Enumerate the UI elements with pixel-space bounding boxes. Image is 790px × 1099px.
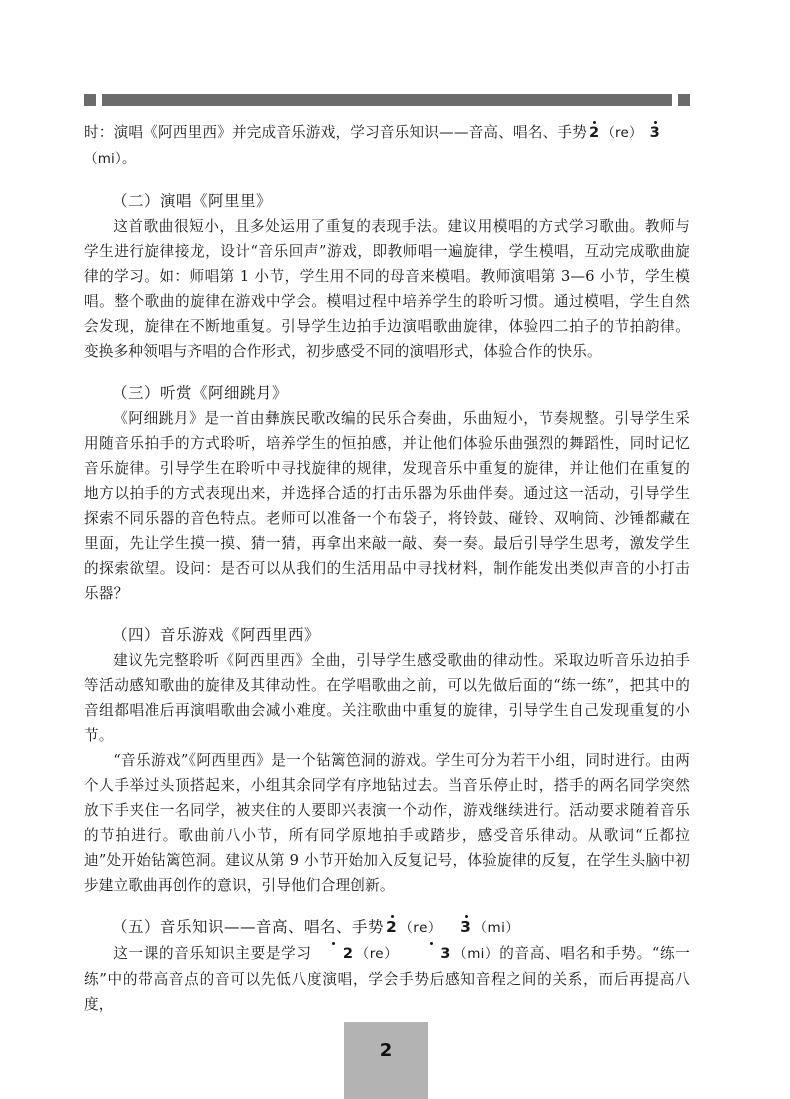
syllable-mi: （mi） bbox=[473, 920, 520, 936]
section-3-paragraph: 《阿细跳月》是一首由彝族民歌改编的民乐合奏曲，乐曲短小，节奏规整。引导学生采用随音乐拍手的方式聆听，培养学生的恒拍感，并让他们体验乐曲强烈的舞蹈性，同时记忆音乐旋律。引导学生在聆听中寻找旋律的规律，发现音乐中重复的旋律，并让他们在重复的地方以拍手的方式表现出来，并选择合适的打击乐器为乐曲伴奏。通过这一活动，引导学生探索不同乐器的音色特点。老师可以准备一个布袋子，将铃鼓、碰铃、双响筒、沙锤都藏在里面，先让学生摸一摸、猜一猜，再拿出来敲一敲、奏一奏。最后引导学生思考，激发学生的探索欲望。设问：是否可以从我们的生活用品中寻找材料，制作能发出类似声音的小打击乐器？ bbox=[84, 410, 690, 602]
syllable-re: （re） bbox=[355, 946, 399, 962]
section-4-paragraph-2: “音乐游戏”《阿西里西》是一个钻篱笆洞的游戏。学生可分为若干小组，同时进行。由两个人手举过头顶搭起来，小组其余同学有序地钻过去。当音乐停止时，搭手的两名同学突然放下手夹住一名同学，被夹住的人要即兴表演一个动作，游戏继续进行。活动要求随着音乐的节拍进行。歌曲前八小节，所有同学原地拍手或踏步，感受音乐律动。从歌词“丘都拉迪”处开始钻篱笆洞。建议从第 9 小节开始加入反复记号，体验旋律的反复，在学生头脑中初步建立歌曲再创作的意识，引导他们合理创新。 bbox=[84, 752, 690, 894]
page-number-box bbox=[344, 1022, 428, 1099]
solfege-note-re: 2 bbox=[587, 120, 601, 145]
section-heading-2: （二）演唱《阿里里》 bbox=[112, 192, 273, 210]
section-5-text-rest: 的音高、唱名和手势。“练一练”中的带高音点的音可以先低八度演唱，学会手势后感知音程之间的关系，而后再提高八度， bbox=[84, 945, 691, 1013]
syllable-re: （re） bbox=[399, 920, 442, 936]
page-number: 2 bbox=[379, 1040, 393, 1061]
section-5-heading-text: （五）音乐知识——音高、唱名、手势 bbox=[112, 918, 385, 936]
page-content bbox=[84, 120, 690, 1017]
solfege-note-mi: 3 bbox=[648, 120, 662, 145]
syllable-re: （re） bbox=[601, 125, 643, 141]
section-heading-4: （四）音乐游戏《阿西里西》 bbox=[112, 626, 321, 644]
solfege-note-re: 2 bbox=[384, 914, 399, 940]
section-4-paragraph-1: 建议先完整聆听《阿西里西》全曲，引导学生感受歌曲的律动性。采取边听音乐边拍手等活动感知歌曲的旋律及其律动性。在学唱歌曲之前，可以先做后面的“练一练”，把其中的音组都唱准后再演唱歌曲会减小难度。关注歌曲中重复的旋律，引导学生自己发现重复的小节。 bbox=[84, 652, 690, 744]
section-5-text-start: 这一课的音乐知识主要是学习 bbox=[113, 945, 312, 962]
header-bar-right bbox=[678, 94, 690, 106]
intro-paragraph bbox=[84, 120, 690, 172]
header-bar-left bbox=[84, 94, 96, 106]
solfege-note-mi: 3 bbox=[458, 914, 473, 940]
section-heading-5 bbox=[84, 914, 690, 941]
solfege-note-re: 2 bbox=[312, 941, 356, 966]
section-heading-3: （三）听赏《阿细跳月》 bbox=[112, 384, 289, 402]
section-2-paragraph: 这首歌曲很短小，且多处运用了重复的表现手法。建议用模唱的方式学习歌曲。教师与学生进行旋律接龙，设计“音乐回声”游戏，即教师唱一遍旋律，学生模唱，互动完成歌曲旋律的学习。如：师唱第 1 小节，学生用不同的母音来模唱。教师演唱第 3—6 小节，学生模唱。整个歌曲的旋律在游戏中学会。模唱过程中培养学生的聆听习惯。通过模唱，学生自然会发现，旋律在不断地重复。引导学生边拍手边演唱歌曲旋律，体验四二拍子的节拍韵律。变换多种领唱与齐唱的合作形式，初步感受不同的演唱形式，体验合作的快乐。 bbox=[84, 218, 690, 360]
syllable-mi: （mi） bbox=[452, 946, 500, 962]
syllable-mi: （mi）。 bbox=[84, 151, 136, 167]
header-bar bbox=[102, 94, 672, 106]
section-5-paragraph bbox=[84, 941, 690, 1017]
intro-text: 时：演唱《阿西里西》并完成音乐游戏，学习音乐知识——音高、唱名、手势 bbox=[84, 124, 587, 141]
solfege-note-mi: 3 bbox=[409, 941, 453, 966]
